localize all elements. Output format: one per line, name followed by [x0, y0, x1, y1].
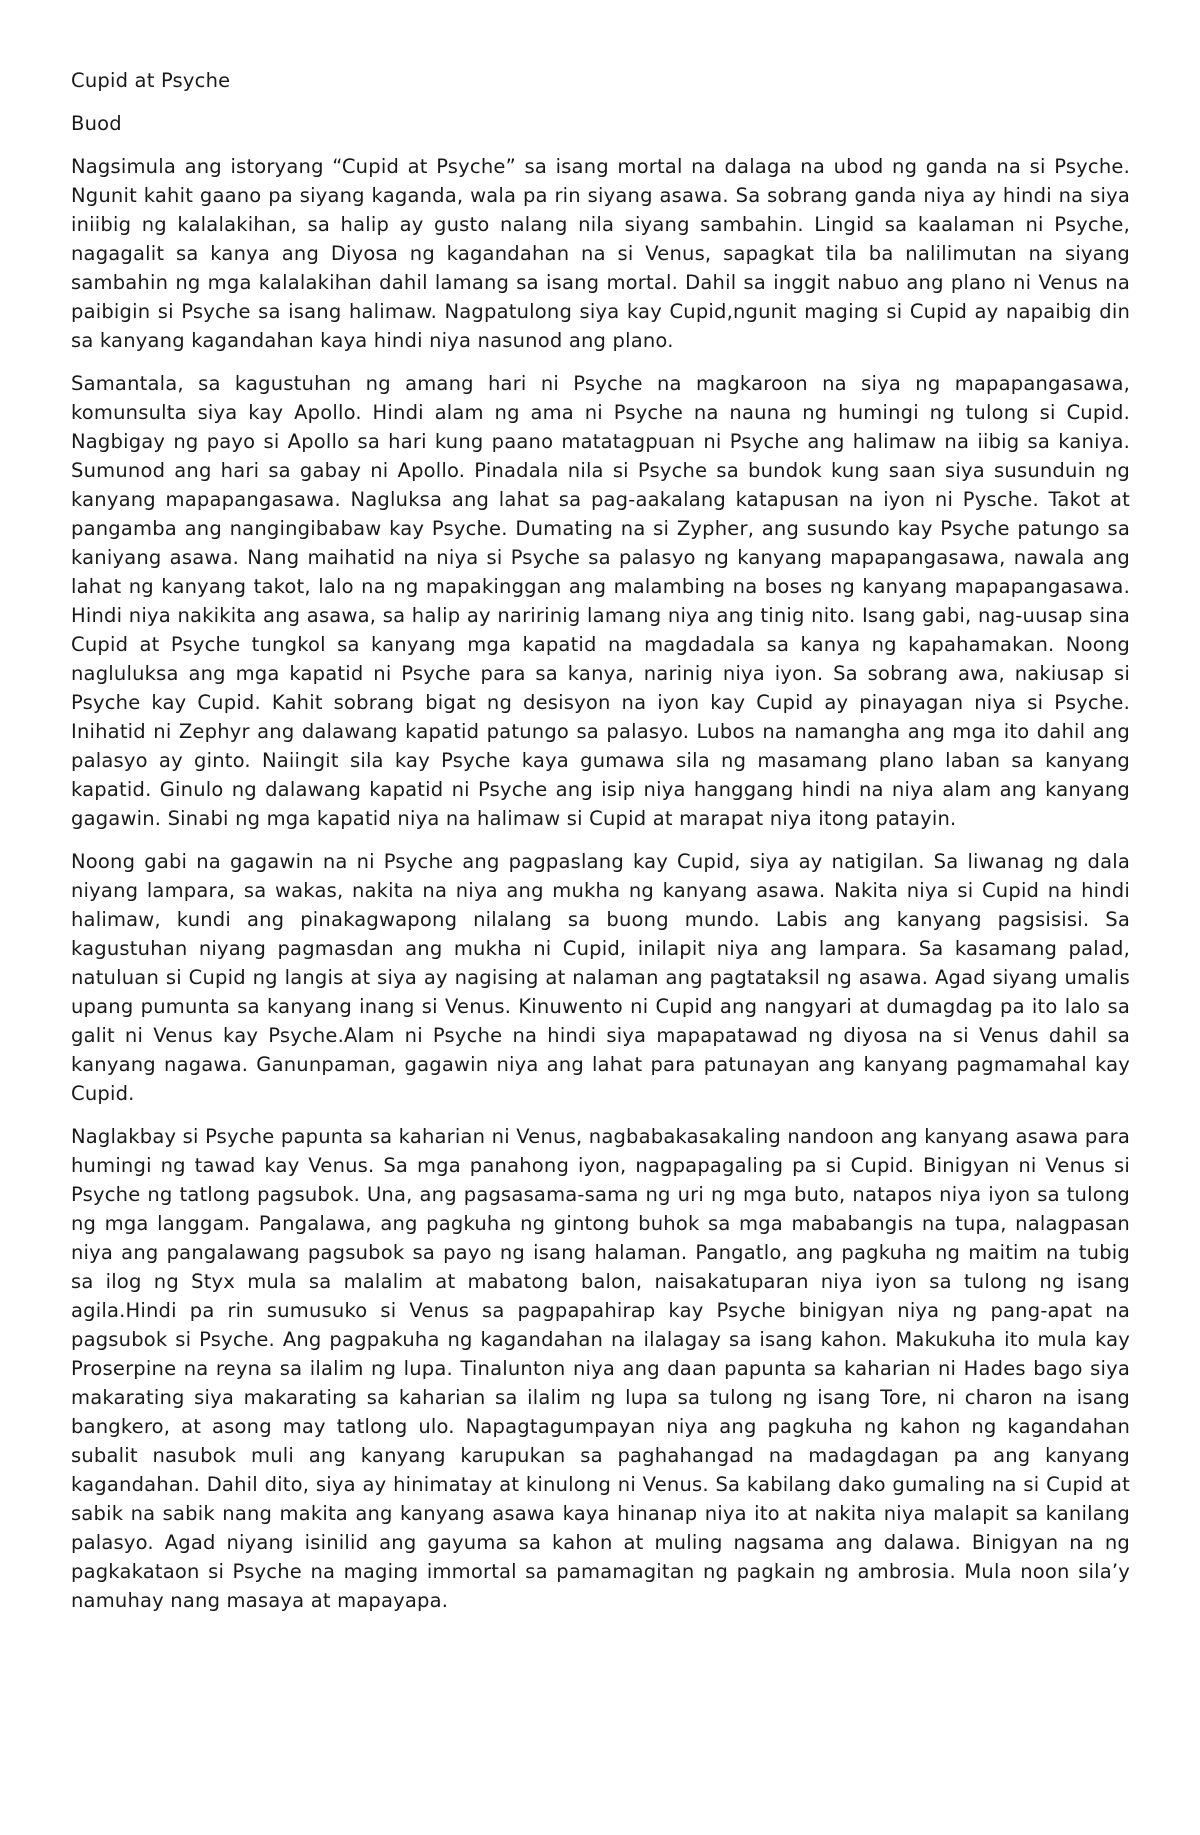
paragraph-1: Nagsimula ang istoryang “Cupid at Psyche” sa isang mortal na dalaga na ubod ng ganda na si Psyche. Ngunit kahit gaano pa siyang kaganda, wala pa rin siyang asawa. Sa sobrang ganda niya ay hindi na siya iniibig ng kalalakihan, sa halip ay gusto nalang nila siyang sambahin. Lingid sa kaalaman ni Psyche, nagagalit sa kanya ang Diyosa ng kagandahan na si Venus, sapagkat tila ba nalilimutan na siyang sambahin ng mga kalalakihan dahil lamang sa isang mortal. Dahil sa inggit nabuo ang plano ni Venus na paibigin si Psyche sa isang halimaw. Nagpatulong siya kay Cupid,ngunit maging si Cupid ay napaibig din sa kanyang kagandahan kaya hindi niya nasunod ang plano. — [71, 155, 1130, 352]
document-body — [71, 66, 1130, 1629]
paragraph-2: Samantala, sa kagustuhan ng amang hari ni Psyche na magkaroon na siya ng mapapangasawa, komunsulta siya kay Apollo. Hindi alam ng ama ni Psyche na nauna ng humingi ng tulong si Cupid. Nagbigay ng payo si Apollo sa hari kung paano matatagpuan ni Psyche ang halimaw na iibig sa kaniya. Sumunod ang hari sa gabay ni Apollo. Pinadala nila si Psyche sa bundok kung saan siya susunduin ng kanyang mapapangasawa. Nagluksa ang lahat sa pag-aakalang katapusan na iyon ni Pysche. Takot at pangamba ang nangingibabaw kay Psyche. Dumating na si Zypher, ang susundo kay Psyche patungo sa kaniyang asawa. Nang maihatid na niya si Psyche sa palasyo ng kanyang mapapangasawa, nawala ang lahat ng kanyang takot, lalo na ng mapakinggan ang malambing na boses ng kanyang mapapangasawa. Hindi niya nakikita ang asawa, sa halip ay naririnig lamang niya ang tinig nito. Isang gabi, nag-uusap sina Cupid at Psyche tungkol sa kanyang mga kapatid na magdadala sa kanya ng kapahamakan. Noong nagluluksa ang mga kapatid ni Psyche para sa kanya, narinig niya iyon. Sa sobrang awa, nakiusap si Psyche kay Cupid. Kahit sobrang bigat ng desisyon na iyon kay Cupid ay pinayagan niya si Psyche. Inihatid ni Zephyr ang dalawang kapatid patungo sa palasyo. Lubos na namangha ang mga ito dahil ang palasyo ay ginto. Naiingit sila kay Psyche kaya gumawa sila ng masamang plano laban sa kanyang kapatid. Ginulo ng dalawang kapatid ni Psyche ang isip niya hanggang hindi na niya alam ang kanyang gagawin. Sinabi ng mga kapatid niya na halimaw si Cupid at marapat niya itong patayin. — [71, 372, 1130, 830]
paragraph-3: Noong gabi na gagawin na ni Psyche ang pagpaslang kay Cupid, siya ay natigilan. Sa liwanag ng dala niyang lampara, sa wakas, nakita na niya ang mukha ng kanyang asawa. Nakita niya si Cupid na hindi halimaw, kundi ang pinakagwapong nilalang sa buong mundo. Labis ang kanyang pagsisisi. Sa kagustuhan niyang pagmasdan ang mukha ni Cupid, inilapit niya ang lampara. Sa kasamang palad, natuluan si Cupid ng langis at siya ay nagising at nalaman ang pagtataksil ng asawa. Agad siyang umalis upang pumunta sa kanyang inang si Venus. Kinuwento ni Cupid ang nangyari at dumagdag pa ito lalo sa galit ni Venus kay Psyche.Alam ni Psyche na hindi siya mapapatawad ng diyosa na si Venus dahil sa kanyang nagawa. Ganunpaman, gagawin niya ang lahat para patunayan ang kanyang pagmamahal kay Cupid. — [71, 850, 1130, 1105]
paragraph-4: Naglakbay si Psyche papunta sa kaharian ni Venus, nagbabakasakaling nandoon ang kanyang asawa para humingi ng tawad kay Venus. Sa mga panahong iyon, nagpapagaling pa si Cupid. Binigyan ni Venus si Psyche ng tatlong pagsubok. Una, ang pagsasama-sama ng uri ng mga buto, natapos niya iyon sa tulong ng mga langgam. Pangalawa, ang pagkuha ng gintong buhok sa mga mababangis na tupa, nalagpasan niya ang pangalawang pagsubok sa payo ng isang halaman. Pangatlo, ang pagkuha ng maitim na tubig sa ilog ng Styx mula sa malalim at mabatong balon, naisakatuparan niya iyon sa tulong ng isang agila.Hindi pa rin sumusuko si Venus sa pagpapahirap kay Psyche binigyan niya ng pang-apat na pagsubok si Psyche. Ang pagpakuha ng kagandahan na ilalagay sa isang kahon. Makukuha ito mula kay Proserpine na reyna sa ilalim ng lupa. Tinalunton niya ang daan papunta sa kaharian ni Hades bago siya makarating siya makarating sa kaharian sa ilalim ng lupa sa tulong ng isang Tore, ni charon na isang bangkero, at asong may tatlong ulo. Napagtagumpayan niya ang pagkuha ng kahon ng kagandahan subalit nasubok muli ang kanyang karupukan sa paghahangad na madagdagan pa ang kanyang kagandahan. Dahil dito, siya ay hinimatay at kinulong ni Venus. Sa kabilang dako gumaling na si Cupid at sabik na sabik nang makita ang kanyang asawa kaya hinanap niya ito at nakita niya malapit sa kanilang palasyo. Agad niyang isinilid ang gayuma sa kahon at muling nagsama ang dalawa. Binigyan na ng pagkakataon si Psyche na maging immortal sa pamamagitan ng pagkain ng ambrosia. Mula noon sila’y namuhay nang masaya at mapayapa. — [71, 1125, 1130, 1612]
document-title: Cupid at Psyche — [71, 69, 231, 92]
document-subtitle: Buod — [71, 112, 122, 135]
